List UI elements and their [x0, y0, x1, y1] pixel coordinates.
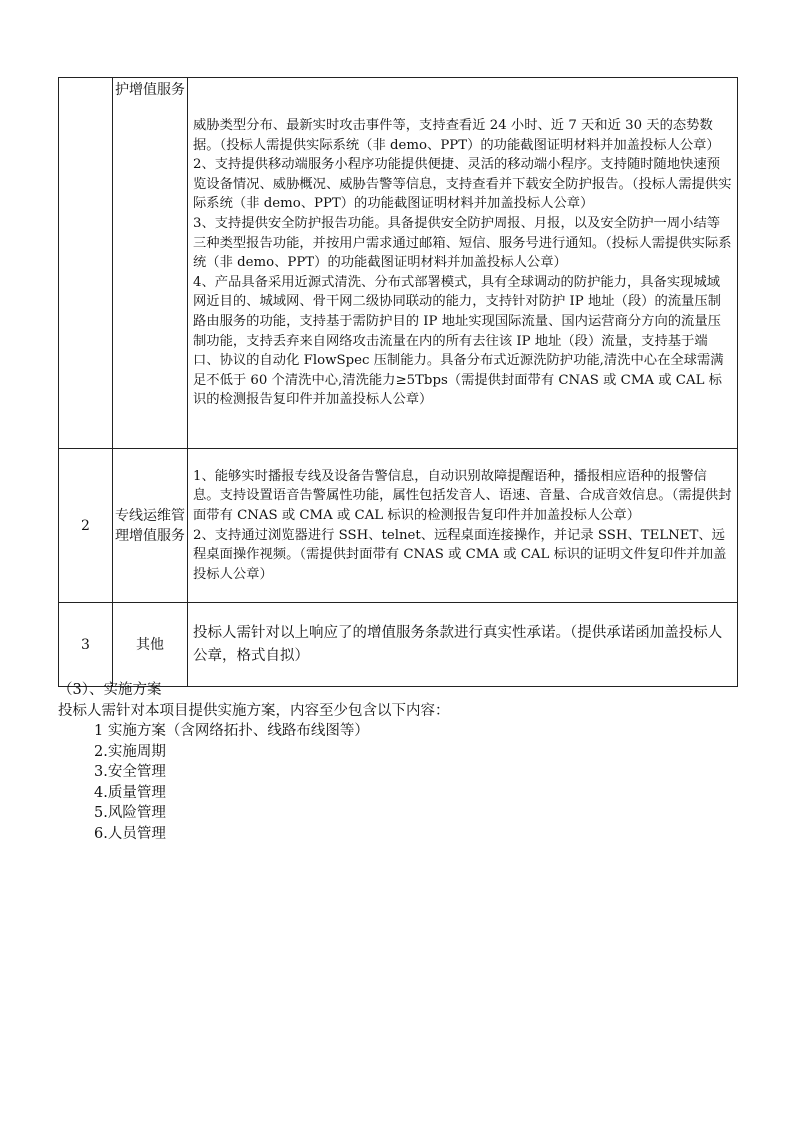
row-number: 2 [59, 449, 113, 603]
list-item: 4.质量管理 [94, 784, 166, 801]
list-item: 5.风险管理 [94, 805, 166, 821]
service-description [188, 449, 738, 603]
service-name: 其他 [113, 603, 188, 687]
description-paragraph: 3、支持提供安全防护报告功能。具备提供安全防护周报、月报，以及安全防护一周小结等三种类型报告功能，并按用户需求通过邮箱、短信、服务号进行通知。（投标人需提供实际系统（非 demo、PPT）的功能截图证明材料并加盖投标人公章） [193, 216, 732, 271]
section-intro: 投标人需针对本项目提供实施方案，内容至少包含以下内容： [58, 702, 450, 719]
section-heading: （3）、实施方案 [58, 682, 162, 698]
table-row [59, 78, 738, 449]
row-number [59, 78, 113, 449]
list-item: 2.实施周期 [94, 743, 166, 760]
description-paragraph: 4、产品具备采用近源式清洗、分布式部署模式，具有全球调动的防护能力，具备实现城域网近目的、城域网、骨干网二级协同联动的能力，支持针对防护 IP 地址（段）的流量压制路由服务的功能，支持基于需防护目的 IP 地址实现国际流量、国内运营商分方向的流量压制功能，支持丢弃来自网络攻击流量在内的所有去往该 IP 地址（段）流量，支持基于端口、协议的自动化 FlowSpec 压制能力。具备分布式近源洗防护功能,清洗中心在全球需满足不低于 60 个清洗中心,清洗能力≥5Tbps（需提供封面带有 CNAS 或 CMA 或 CAL 标识的检测报告复印件并加盖投标人公章） [193, 274, 724, 408]
description-paragraph: 2、支持通过浏览器进行 SSH、telnet、远程桌面连接操作，并记录 SSH、TELNET、远程桌面操作视频。（需提供封面带有 CNAS 或 CMA 或 CAL 标识的证明文件复印件并加盖投标人公章） [193, 527, 727, 582]
service-description [188, 78, 738, 449]
description-paragraph: 投标人需针对以上响应了的增值服务条款进行真实性承诺。（提供承诺函加盖投标人公章，格式自拟） [193, 624, 723, 664]
description-paragraph: 1、能够实时播报专线及设备告警信息，自动识别故障提醒语种，播报相应语种的报警信息。支持设置语音告警属性功能，属性包括发音人、语速、音量、合成音效信息。（需提供封面带有 CNAS 或 CMA 或 CAL 标识的检测报告复印件并加盖投标人公章） [193, 468, 732, 523]
list-item: 1 实施方案（含网络拓扑、线路布线图等） [94, 723, 369, 739]
table-row [59, 449, 738, 603]
description-paragraph: 威胁类型分布、最新实时攻击事件等，支持查看近 24 小时、近 7 天和近 30 天的态势数据。（投标人需提供实际系统（非 demo、PPT）的功能截图证明材料并加盖投标人公章） [193, 118, 720, 153]
service-name: 专线运维管理增值服务 [113, 449, 188, 603]
row-number: 3 [59, 603, 113, 687]
list-item: 6.人员管理 [94, 825, 166, 842]
description-paragraph: 2、支持提供移动端服务小程序功能提供便捷、灵活的移动端小程序。支持随时随地快速预览设备情况、威胁概况、威胁告警等信息，支持查看并下载安全防护报告。（投标人需提供实际系统（非 demo、PPT）的功能截图证明材料并加盖投标人公章） [193, 157, 732, 212]
service-name: 护增值服务 [113, 78, 188, 449]
table-row [59, 603, 738, 687]
implementation-section [58, 680, 450, 844]
list-item: 3.安全管理 [94, 764, 166, 780]
service-description [188, 603, 738, 687]
requirements-table [58, 77, 738, 687]
